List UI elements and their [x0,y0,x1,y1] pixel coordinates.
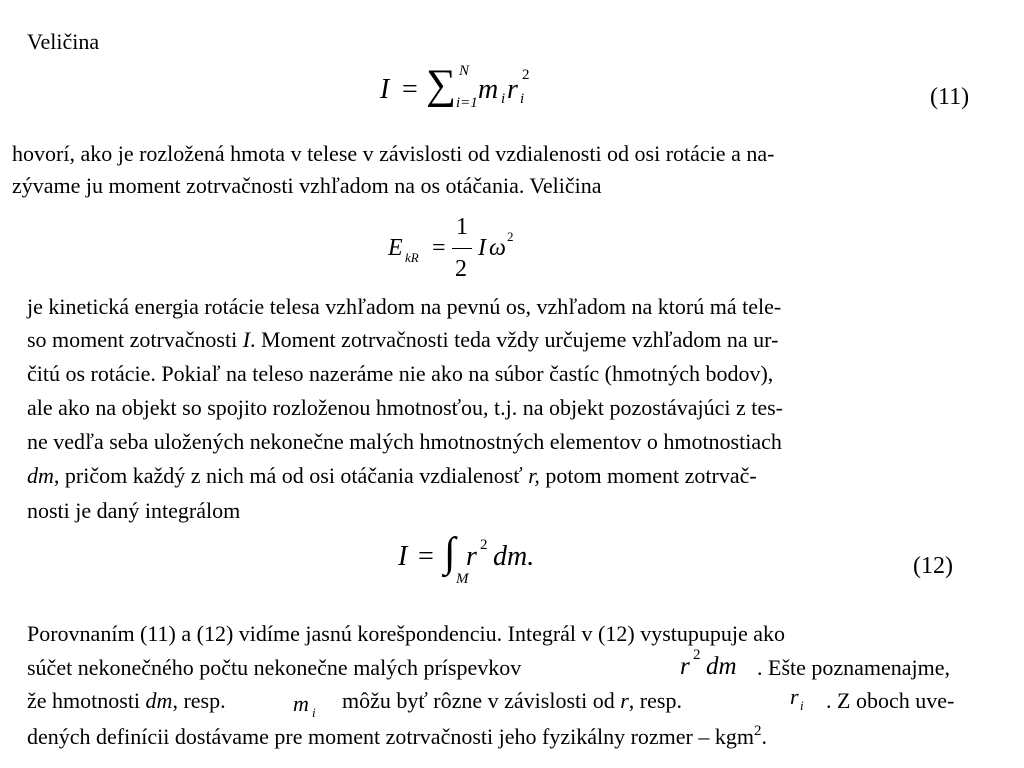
p3-l4-text-a: dených definícii dostávame pre moment zotrvačnosti jeho fyzikálny rozmer – kgm [27,724,754,749]
ek-I: I [478,235,486,261]
paragraph-1-line-1: hovorí, ako je rozložená hmota v telese v závislosti od vzdialenosti od osi rotácie a na- [12,141,775,166]
ek-E: E [388,235,403,261]
eq11-sum-sign: ∑ [426,62,456,108]
p3-l2-exponent: 2 [693,647,701,663]
paragraph-3-line-3 [0,684,1024,720]
eq11-lower-limit: i=1 [456,95,478,111]
ek-numerator: 1 [456,214,468,240]
equation-11-number: (11) [930,84,970,110]
paragraph-3-line-2 [0,647,1024,684]
paragraph-3-line-4 [27,723,767,749]
paragraph-3-line-1: Porovnaním (11) a (12) vidíme jasnú korešpondenciu. Integrál v (12) vystupupuje ako [27,621,786,646]
ek-omega-exponent: 2 [507,229,514,244]
p2-l6-text-b: potom moment zotrvač- [539,463,757,488]
p2-l2-text-a: so moment zotrvačnosti [27,327,243,352]
p3-l4-exponent: 2 [754,723,762,739]
paragraph-2-line-2 [27,329,778,351]
p3-l3-symbol-dm: dm [145,688,173,713]
paragraph-2-line-5: ne vedľa seba uložených nekonečne malých hmotnostných elementov o hmotnostiach [27,429,782,454]
eq12-dm: dm. [493,541,535,572]
p2-l6-text-a: , pričom každý z nich má od osi otáčania vzdialenosť [53,463,529,488]
eq12-lower-limit: M [456,571,469,587]
ek-denominator: 2 [455,256,467,282]
p2-l6-symbol-dm: dm [27,463,54,488]
equation-12 [398,530,558,590]
paragraph-2-line-3: čitú os rotácie. Pokiaľ na teleso nazeráme nie ako na súbor častíc (hmotných bodov), [27,361,774,386]
eq11-upper-limit: N [459,63,470,79]
p3-l3-symbol-r: r [620,688,629,713]
p3-l3-ri-subscript: i [800,698,804,713]
p3-l2-symbol-dm: dm [706,653,737,680]
p3-l3-text-d: , resp. [628,688,682,713]
p3-l3-text-e: . Z oboch uve- [826,688,955,713]
paragraph-2-line-4: ale ako na objekt so spojito rozloženou hmotnosťou, t.j. na objekt pozostávajúci z tes- [27,395,784,420]
eq11-equals: = [402,74,418,105]
eq12-lhs: I [398,541,408,572]
eq11-r-exponent: 2 [522,67,530,83]
paragraph-2-line-7: nosti je daný integrálom [27,498,241,523]
p3-l3-text-a: že hmotnosti [27,688,146,713]
p3-l2-text-a: súčet nekonečného počtu nekonečne malých príspevkov [27,655,522,680]
equation-11 [380,60,560,120]
p3-l3-text-c: môžu byť rôzne v závislosti od [342,688,621,713]
eq12-equals: = [418,541,434,572]
eq11-m: m [478,74,499,105]
p3-l2-text-b: . Ešte poznamenajme, [757,655,951,680]
paragraph-2-line-6 [27,465,757,487]
p3-l3-m-subscript: i [312,705,316,720]
eq12-r-exponent: 2 [480,537,488,553]
ek-omega: ω [489,235,506,261]
p3-l3-text-b: , resp. [172,688,226,713]
p3-l3-symbol-m: m [293,691,309,716]
eq12-integral-sign: ∫ [444,530,456,576]
p2-l2-text-b: . Moment zotrvačnosti teda vždy určujeme vzhľadom na ur- [250,327,779,352]
eq11-r: r [507,74,518,105]
eq11-r-subscript: i [520,91,525,107]
paragraph-2-line-1: je kinetická energia rotácie telesa vzhľadom na pevnú os, vzhľadom na ktorú má tele- [27,294,782,319]
eq12-r: r [466,541,477,572]
p2-l6-symbol-r: r, [528,463,540,488]
eq11-lhs: I [380,74,390,105]
ek-equals: = [432,235,446,261]
p3-l2-symbol-r: r [680,653,690,680]
p3-l4-text-b: . [761,724,767,749]
ek-subscript: kR [405,250,419,265]
equation-12-number: (12) [913,553,953,579]
paragraph-1-line-2: zývame ju moment zotrvačnosti vzhľadom na os otáčania. Veličina [12,173,602,198]
eq11-m-subscript: i [501,91,506,107]
equation-kinetic-energy [388,213,538,283]
p2-l2-symbol-I: I [242,327,251,352]
intro-text: Veličina [27,29,100,54]
ek-fraction-bar [452,248,472,249]
p3-l3-symbol-ri: r [790,684,799,709]
